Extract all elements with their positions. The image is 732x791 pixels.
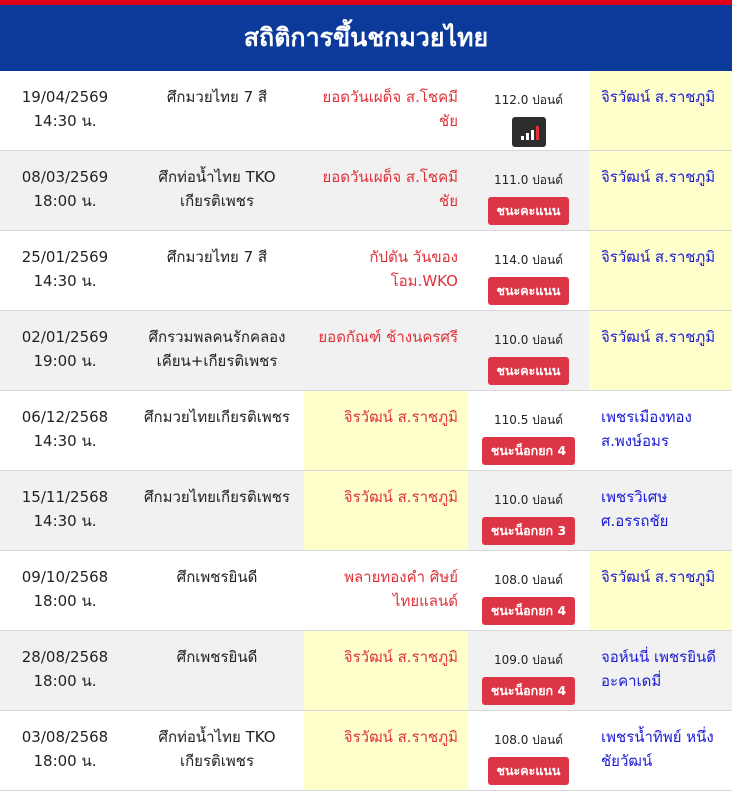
weight-result-cell [468, 71, 589, 150]
event-name-cell [130, 71, 304, 150]
event-name: ศึกมวยไทยเกียรติเพชร [144, 488, 290, 506]
red-corner-fighter[interactable]: ยอดกัณฑ์ ช้างนครศรี [318, 328, 458, 346]
result-badge[interactable]: ชนะน็อกยก 4 [482, 597, 575, 625]
event-name: ศึกเพชรยินดี [176, 568, 258, 586]
blue-corner-fighter[interactable]: จอห์นนี่ เพชรยินดี อะคาเดมี่ [601, 648, 716, 690]
blue-corner-cell [589, 71, 732, 150]
bar-chart-icon[interactable] [512, 117, 546, 147]
bar-chart-icon-bar [531, 130, 534, 140]
red-corner-cell [304, 471, 468, 550]
fight-date-cell [0, 631, 130, 710]
red-corner-cell [304, 311, 468, 390]
red-corner-cell [304, 631, 468, 710]
red-corner-fighter[interactable]: จิรวัฒน์ ส.ราชภูมิ [343, 488, 458, 506]
event-name: ศึกท่อน้ำไทย TKO เกียรติเพชร [158, 168, 276, 210]
event-name-cell [130, 231, 304, 310]
blue-corner-cell [589, 311, 732, 390]
weight-result-cell [468, 391, 589, 470]
fight-date-cell [0, 391, 130, 470]
table-row [0, 71, 732, 151]
weight-result-cell [468, 551, 589, 630]
event-name-cell [130, 711, 304, 790]
event-name-cell [130, 151, 304, 230]
fight-date-cell [0, 551, 130, 630]
fight-date: 09/10/2568 [21, 568, 109, 586]
red-corner-fighter[interactable]: จิรวัฒน์ ส.ราชภูมิ [343, 408, 458, 426]
fight-time: 14:30 น. [33, 432, 97, 450]
event-name: ศึกรวมพลคนรักคลอง เคียน+เกียรติเพชร [148, 328, 286, 370]
fight-date: 15/11/2568 [21, 488, 109, 506]
bar-chart-icon-bar [536, 126, 539, 140]
weight-label: 108.0 ปอนด์ [494, 573, 563, 587]
fight-time: 14:30 น. [33, 112, 97, 130]
red-corner-cell [304, 71, 468, 150]
red-corner-fighter[interactable]: พลายทองคำ ศิษย์ ไทยแลนด์ [344, 568, 458, 610]
weight-result-cell [468, 231, 589, 310]
fight-date: 02/01/2569 [21, 328, 109, 346]
result-badge[interactable]: ชนะน็อกยก 4 [482, 677, 575, 705]
red-corner-cell [304, 391, 468, 470]
fight-date-cell [0, 711, 130, 790]
table-row [0, 471, 732, 551]
blue-corner-cell [589, 471, 732, 550]
weight-result-cell [468, 151, 589, 230]
fight-date: 06/12/2568 [21, 408, 109, 426]
blue-corner-fighter[interactable]: จิรวัฒน์ ส.ราชภูมิ [601, 168, 716, 186]
result-badge[interactable]: ชนะน็อกยก 4 [482, 437, 575, 465]
weight-label: 112.0 ปอนด์ [494, 93, 563, 107]
bar-chart-icon-bar [526, 133, 529, 140]
table-row [0, 631, 732, 711]
red-corner-fighter[interactable]: ยอดวันเผด็จ ส.โชคมี ชัย [322, 168, 458, 210]
result-badge[interactable]: ชนะน็อกยก 3 [482, 517, 575, 545]
fight-date: 03/08/2568 [21, 728, 109, 746]
result-badge[interactable]: ชนะคะแนน [488, 197, 570, 225]
fight-time: 18:00 น. [33, 192, 97, 210]
weight-result-cell [468, 711, 589, 790]
event-name: ศึกมวยไทยเกียรติเพชร [144, 408, 290, 426]
fight-date-cell [0, 231, 130, 310]
result-badge[interactable]: ชนะคะแนน [488, 277, 570, 305]
table-row [0, 231, 732, 311]
fight-date: 28/08/2568 [21, 648, 109, 666]
table-row [0, 311, 732, 391]
weight-result-cell [468, 311, 589, 390]
bar-chart-icon-bar [521, 136, 524, 140]
fight-time: 18:00 น. [33, 672, 97, 690]
fight-time: 14:30 น. [33, 512, 97, 530]
fight-records-table [0, 71, 732, 791]
event-name: ศึกมวยไทย 7 สี [166, 88, 268, 106]
blue-corner-cell [589, 391, 732, 470]
fight-date: 08/03/2569 [21, 168, 109, 186]
weight-label: 110.5 ปอนด์ [494, 413, 563, 427]
blue-corner-fighter[interactable]: เพชรน้ำทิพย์ หนึ่ง ชัยวัฒน์ [601, 728, 714, 770]
blue-corner-fighter[interactable]: จิรวัฒน์ ส.ราชภูมิ [601, 568, 716, 586]
blue-corner-fighter[interactable]: จิรวัฒน์ ส.ราชภูมิ [601, 328, 716, 346]
event-name-cell [130, 311, 304, 390]
table-row [0, 551, 732, 631]
event-name-cell [130, 391, 304, 470]
red-corner-fighter[interactable]: ยอดวันเผด็จ ส.โชคมี ชัย [322, 88, 458, 130]
blue-corner-fighter[interactable]: เพชรเมืองทอง ส.พงษ์อมร [601, 408, 692, 450]
event-name: ศึกท่อน้ำไทย TKO เกียรติเพชร [158, 728, 276, 770]
weight-label: 114.0 ปอนด์ [494, 253, 563, 267]
blue-corner-cell [589, 231, 732, 310]
weight-label: 109.0 ปอนด์ [494, 653, 563, 667]
fight-date-cell [0, 71, 130, 150]
weight-label: 108.0 ปอนด์ [494, 733, 563, 747]
weight-result-cell [468, 631, 589, 710]
event-name-cell [130, 471, 304, 550]
red-corner-cell [304, 551, 468, 630]
red-corner-cell [304, 231, 468, 310]
weight-label: 110.0 ปอนด์ [494, 493, 563, 507]
red-corner-fighter[interactable]: จิรวัฒน์ ส.ราชภูมิ [343, 648, 458, 666]
red-corner-cell [304, 711, 468, 790]
table-row [0, 391, 732, 471]
event-name: ศึกเพชรยินดี [176, 648, 258, 666]
fight-date-cell [0, 151, 130, 230]
result-badge[interactable]: ชนะคะแนน [488, 357, 570, 385]
fight-time: 18:00 น. [33, 592, 97, 610]
weight-label: 110.0 ปอนด์ [494, 333, 563, 347]
red-corner-cell [304, 151, 468, 230]
red-corner-fighter[interactable]: จิรวัฒน์ ส.ราชภูมิ [343, 728, 458, 746]
blue-corner-cell [589, 151, 732, 230]
weight-result-cell [468, 471, 589, 550]
red-corner-fighter[interactable]: กัปตัน วันของ โอม.WKO [369, 248, 458, 290]
event-name-cell [130, 551, 304, 630]
fight-time: 14:30 น. [33, 272, 97, 290]
fight-date: 19/04/2569 [21, 88, 109, 106]
event-name: ศึกมวยไทย 7 สี [166, 248, 268, 266]
blue-corner-fighter[interactable]: จิรวัฒน์ ส.ราชภูมิ [601, 248, 716, 266]
fight-time: 18:00 น. [33, 752, 97, 770]
fight-date: 25/01/2569 [21, 248, 109, 266]
blue-corner-fighter[interactable]: เพชรวิเศษ ศ.อรรถชัย [601, 488, 669, 530]
table-row [0, 711, 732, 791]
event-name-cell [130, 631, 304, 710]
blue-corner-cell [589, 631, 732, 710]
table-row [0, 151, 732, 231]
blue-corner-cell [589, 711, 732, 790]
fight-date-cell [0, 471, 130, 550]
fight-date-cell [0, 311, 130, 390]
weight-label: 111.0 ปอนด์ [494, 173, 563, 187]
blue-corner-fighter[interactable]: จิรวัฒน์ ส.ราชภูมิ [601, 88, 716, 106]
page-title: สถิติการขึ้นชกมวยไทย [0, 5, 732, 71]
result-badge[interactable]: ชนะคะแนน [488, 757, 570, 785]
blue-corner-cell [589, 551, 732, 630]
fight-time: 19:00 น. [33, 352, 97, 370]
